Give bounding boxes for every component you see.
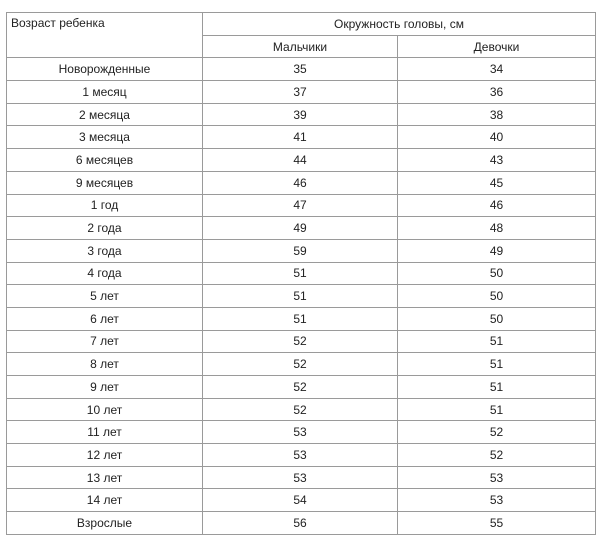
age-cell: 2 года xyxy=(7,217,203,240)
table-row xyxy=(7,126,596,149)
table-row xyxy=(7,239,596,262)
boys-value-cell: 52 xyxy=(203,376,398,399)
boys-value-cell: 59 xyxy=(203,239,398,262)
table-row xyxy=(7,262,596,285)
table-row xyxy=(7,489,596,512)
girls-value-cell: 40 xyxy=(398,126,596,149)
girls-value-cell: 51 xyxy=(398,330,596,353)
boys-value-cell: 39 xyxy=(203,103,398,126)
boys-value-cell: 44 xyxy=(203,149,398,172)
table-row xyxy=(7,149,596,172)
header-row-top xyxy=(7,13,596,36)
boys-value-cell: 52 xyxy=(203,398,398,421)
table-row xyxy=(7,398,596,421)
boys-value-cell: 53 xyxy=(203,466,398,489)
boys-value-cell: 54 xyxy=(203,489,398,512)
table-row xyxy=(7,512,596,535)
table-row xyxy=(7,376,596,399)
girls-value-cell: 51 xyxy=(398,376,596,399)
girls-value-cell: 50 xyxy=(398,285,596,308)
boys-value-cell: 53 xyxy=(203,421,398,444)
table-row xyxy=(7,171,596,194)
age-cell: 12 лет xyxy=(7,444,203,467)
boys-value-cell: 47 xyxy=(203,194,398,217)
girls-value-cell: 45 xyxy=(398,171,596,194)
girls-value-cell: 51 xyxy=(398,398,596,421)
age-cell: 14 лет xyxy=(7,489,203,512)
boys-value-cell: 56 xyxy=(203,512,398,535)
girls-column-header: Девочки xyxy=(398,35,596,58)
age-cell: 6 лет xyxy=(7,307,203,330)
boys-value-cell: 37 xyxy=(203,81,398,104)
girls-value-cell: 51 xyxy=(398,353,596,376)
age-cell: 9 лет xyxy=(7,376,203,399)
girls-value-cell: 53 xyxy=(398,466,596,489)
boys-value-cell: 49 xyxy=(203,217,398,240)
girls-value-cell: 43 xyxy=(398,149,596,172)
table-row xyxy=(7,58,596,81)
age-cell: 13 лет xyxy=(7,466,203,489)
boys-value-cell: 41 xyxy=(203,126,398,149)
table-row xyxy=(7,421,596,444)
age-cell: 8 лет xyxy=(7,353,203,376)
girls-value-cell: 46 xyxy=(398,194,596,217)
age-cell: 7 лет xyxy=(7,330,203,353)
girls-value-cell: 50 xyxy=(398,307,596,330)
boys-value-cell: 51 xyxy=(203,285,398,308)
boys-value-cell: 53 xyxy=(203,444,398,467)
age-column-header: Возраст ребенка xyxy=(7,13,203,58)
table-row xyxy=(7,444,596,467)
table-row xyxy=(7,307,596,330)
age-cell: 10 лет xyxy=(7,398,203,421)
table-row xyxy=(7,353,596,376)
boys-value-cell: 46 xyxy=(203,171,398,194)
girls-value-cell: 52 xyxy=(398,421,596,444)
boys-value-cell: 52 xyxy=(203,330,398,353)
boys-value-cell: 51 xyxy=(203,307,398,330)
table-row xyxy=(7,81,596,104)
boys-value-cell: 35 xyxy=(203,58,398,81)
age-cell: 9 месяцев xyxy=(7,171,203,194)
head-circumference-table xyxy=(6,12,596,535)
table-row xyxy=(7,103,596,126)
girls-value-cell: 50 xyxy=(398,262,596,285)
girls-value-cell: 49 xyxy=(398,239,596,262)
age-cell: Взрослые xyxy=(7,512,203,535)
table-row xyxy=(7,217,596,240)
age-cell: Новорожденные xyxy=(7,58,203,81)
age-cell: 2 месяца xyxy=(7,103,203,126)
table-body xyxy=(7,58,596,534)
age-cell: 1 месяц xyxy=(7,81,203,104)
boys-column-header: Мальчики xyxy=(203,35,398,58)
girls-value-cell: 53 xyxy=(398,489,596,512)
table-row xyxy=(7,194,596,217)
table-row xyxy=(7,330,596,353)
circumference-column-header: Окружность головы, см xyxy=(203,13,596,36)
table-row xyxy=(7,285,596,308)
age-cell: 6 месяцев xyxy=(7,149,203,172)
age-cell: 5 лет xyxy=(7,285,203,308)
boys-value-cell: 51 xyxy=(203,262,398,285)
age-cell: 3 года xyxy=(7,239,203,262)
girls-value-cell: 36 xyxy=(398,81,596,104)
table-row xyxy=(7,466,596,489)
girls-value-cell: 52 xyxy=(398,444,596,467)
boys-value-cell: 52 xyxy=(203,353,398,376)
girls-value-cell: 48 xyxy=(398,217,596,240)
age-cell: 3 месяца xyxy=(7,126,203,149)
age-cell: 1 год xyxy=(7,194,203,217)
girls-value-cell: 38 xyxy=(398,103,596,126)
girls-value-cell: 34 xyxy=(398,58,596,81)
age-cell: 11 лет xyxy=(7,421,203,444)
girls-value-cell: 55 xyxy=(398,512,596,535)
age-cell: 4 года xyxy=(7,262,203,285)
